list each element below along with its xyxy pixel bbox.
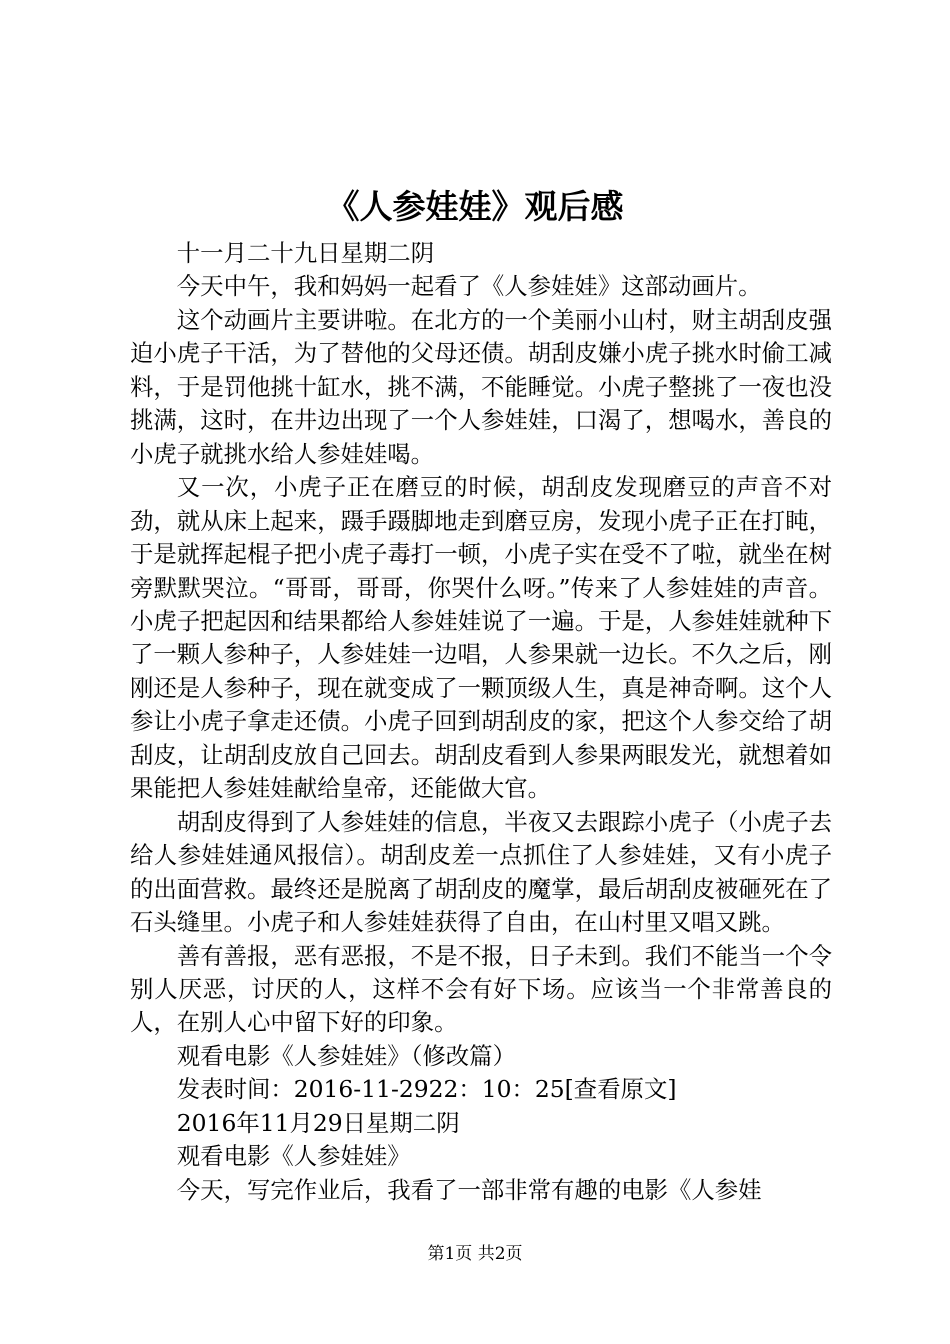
paragraph-moral: 善有善报，恶有恶报，不是不报，日子未到。我们不能当一个令别人厌恶，讨厌的人，这样不会有好下场。应该当一个非常善良的人，在别人心中留下好的印象。 (130, 941, 832, 1037)
page-footer: 第1页 共2页 (427, 1244, 523, 1264)
paragraph-subtitle-2: 观看电影《人参娃娃》 (176, 1142, 411, 1171)
paragraph-subtitle: 观看电影《人参娃娃》（修改篇） (176, 1041, 516, 1070)
paragraph-story-3: 胡刮皮得到了人参娃娃的信息，半夜又去跟踪小虎子（小虎子去给人参娃娃通风报信）。胡刮皮差一点抓住了人参娃娃，又有小虎子的出面营救。最终还是脱离了胡刮皮的魔掌，最后胡刮皮被砸死在了石头缝里。小虎子和人参娃娃获得了自由，在山村里又唱又跳。 (130, 807, 832, 937)
paragraph-intro: 今天中午，我和妈妈一起看了《人参娃娃》这部动画片。 (176, 272, 762, 301)
paragraph-publish-time: 发表时间：2016-11-2922：10：25[查看原文] (176, 1075, 677, 1104)
paragraph-essay-start: 今天，写完作业后，我看了一部非常有趣的电影《人参娃 (176, 1175, 762, 1204)
paragraph-date: 十一月二十九日星期二阴 (176, 239, 435, 267)
document-title: 《人参娃娃》观后感 (326, 187, 624, 226)
paragraph-story-1: 这个动画片主要讲啦。在北方的一个美丽小山村，财主胡刮皮强迫小虎子干活，为了替他的父母还债。胡刮皮嫌小虎子挑水时偷工减料，于是罚他挑十缸水，挑不满，不能睡觉。小虎子整挑了一夜也没挑满，这时，在井边出现了一个人参娃娃，口渴了，想喝水，善良的小虎子就挑水给人参娃娃喝。 (130, 305, 832, 468)
paragraph-date-2: 2016年11月29日星期二阴 (176, 1108, 460, 1137)
document-body (130, 237, 832, 1207)
paragraph-story-2: 又一次，小虎子正在磨豆的时候，胡刮皮发现磨豆的声音不对劲，就从床上起来，蹑手蹑脚地走到磨豆房，发现小虎子正在打盹，于是就挥起棍子把小虎子毒打一顿，小虎子实在受不了啦，就坐在树旁默默哭泣。“哥哥，哥哥，你哭什么呀。”传来了人参娃娃的声音。小虎子把起因和结果都给人参娃娃说了一遍。于是，人参娃娃就种下了一颗人参种子，人参娃娃一边唱，人参果就一边长。不久之后，刚刚还是人参种子，现在就变成了一颗顶级人生，真是神奇啊。这个人参让小虎子拿走还债。小虎子回到胡刮皮的家，把这个人参交给了胡刮皮，让胡刮皮放自己回去。胡刮皮看到人参果两眼发光，就想着如果能把人参娃娃献给皇帝，还能做大官。 (130, 473, 832, 803)
